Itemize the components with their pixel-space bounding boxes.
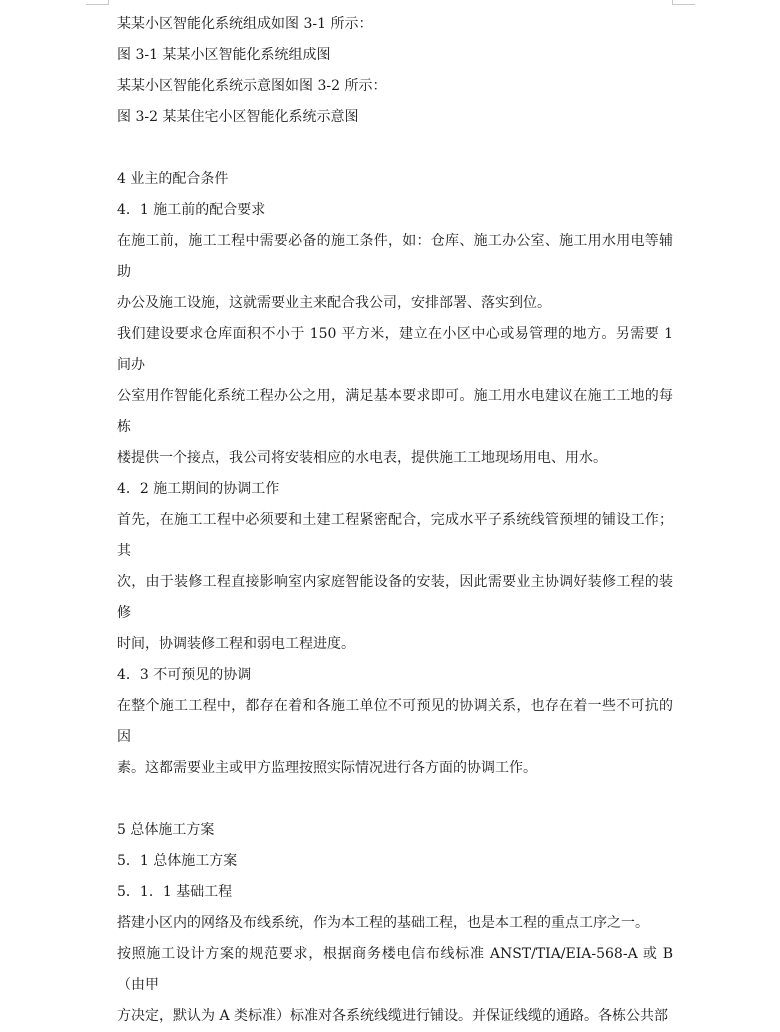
subsection-heading: 5．1 总体施工方案 (117, 853, 238, 869)
text-line: 次，由于装修工程直接影响室内家庭智能设备的安装，因此需要业主协调好装修工程的装修 (117, 574, 673, 621)
text-line: 搭建小区内的网络及布线系统，作为本工程的基础工程，也是本工程的重点工序之一。 (117, 915, 649, 931)
text-line: 时间，协调装修工程和弱电工程进度。 (117, 636, 355, 652)
text-line: 某某小区智能化系统示意图如图 3-2 所示： (117, 78, 387, 94)
text-line: 某某小区智能化系统组成如图 3-1 所示： (117, 16, 373, 32)
text-line: 公室用作智能化系统工程办公之用，满足基本要求即可。施工用水电建议在施工工地的每栋 (117, 388, 673, 435)
figure-caption: 图 3-2 某某住宅小区智能化系统示意图 (117, 109, 359, 125)
document-page (117, 9, 673, 1032)
page-corner-mark-right (672, 0, 695, 5)
text-line: 办公及施工设施，这就需要业主来配合我公司，安排部署、落实到位。 (117, 295, 551, 311)
page-corner-mark-left (86, 0, 109, 5)
subsection-heading: 4．2 施工期间的协调工作 (117, 481, 280, 497)
text-line: 首先，在施工工程中必须要和土建工程紧密配合，完成水平子系统线管预埋的铺设工作；其 (117, 512, 673, 559)
text-line: 在施工前，施工工程中需要必备的施工条件，如：仓库、施工办公室、施工用水用电等辅助 (117, 233, 673, 280)
section-heading: 4 业主的配合条件 (117, 171, 229, 187)
subsection-heading: 4．1 施工前的配合要求 (117, 202, 266, 218)
text-line: 我们建设要求仓库面积不小于 150 平方米，建立在小区中心或易管理的地方。另需要 1 间办 (117, 326, 673, 373)
text-line: 方决定，默认为 A 类标准）标准对各系统线缆进行铺设。并保证线缆的通路。各栋公共部 (117, 1008, 669, 1024)
text-line: 楼提供一个接点，我公司将安装相应的水电表，提供施工工地现场用电、用水。 (117, 450, 607, 466)
text-line: 在整个施工工程中，都存在着和各施工单位不可预见的协调关系，也存在着一些不可抗的因 (117, 698, 673, 745)
text-line: 按照施工设计方案的规范要求，根据商务楼电信布线标准 ANST/TIA/EIA-568-A 或 B（由甲 (117, 946, 673, 993)
subsubsection-heading: 5．1．1 基础工程 (117, 884, 233, 900)
blank-line (117, 784, 673, 815)
blank-line (117, 133, 673, 164)
section-heading: 5 总体施工方案 (117, 822, 215, 838)
text-line: 素。这都需要业主或甲方监理按照实际情况进行各方面的协调工作。 (117, 760, 537, 776)
figure-caption: 图 3-1 某某小区智能化系统组成图 (117, 47, 331, 63)
subsection-heading: 4．3 不可预见的协调 (117, 667, 252, 683)
